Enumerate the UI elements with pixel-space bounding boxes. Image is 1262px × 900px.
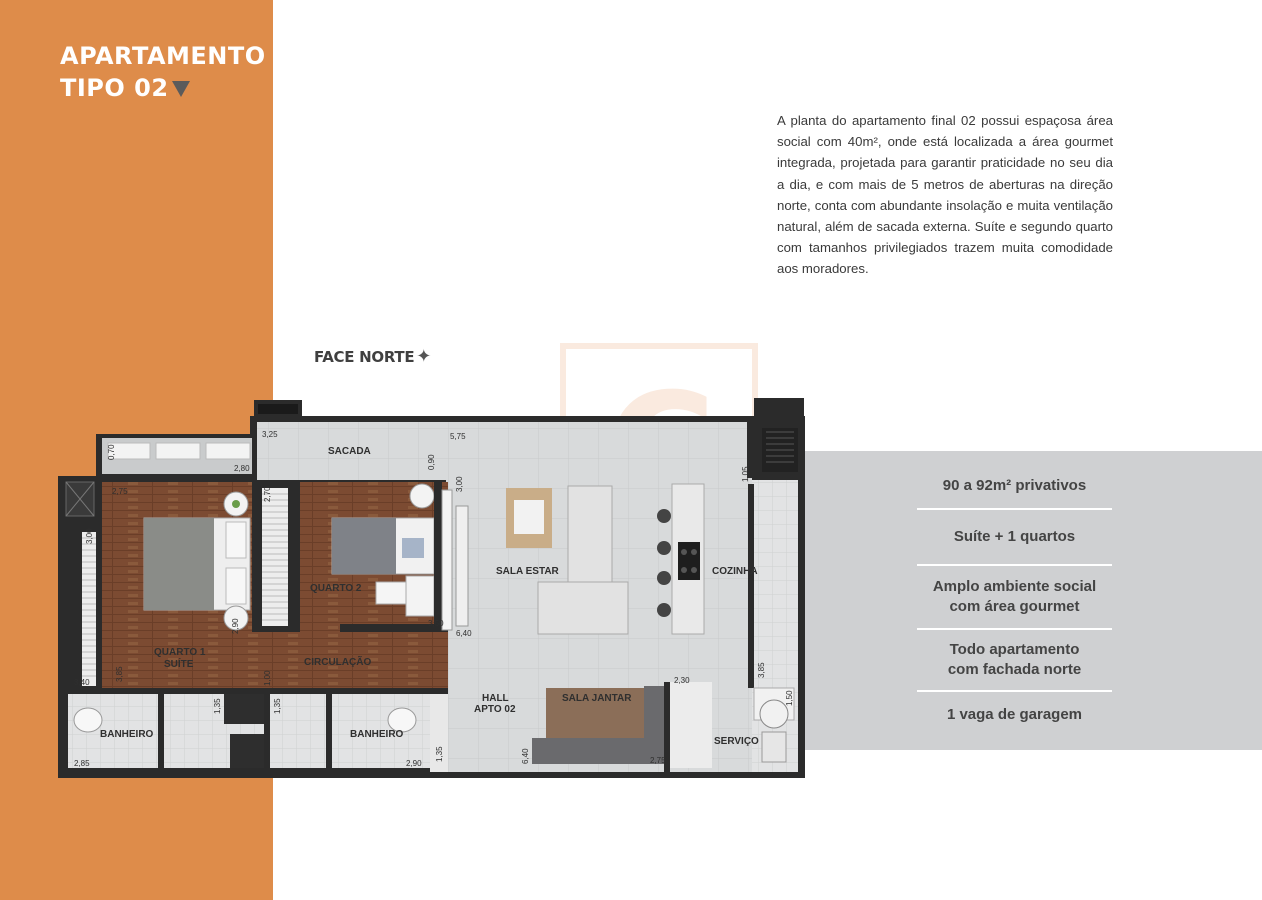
dim-label: 0,70: [107, 444, 116, 460]
dim-label: 2,30: [674, 676, 690, 685]
dim-label: 3,00: [85, 528, 94, 544]
feature-item: [917, 510, 1112, 566]
dim-label: 2,70: [263, 486, 272, 502]
dim-label: 1,00: [263, 670, 272, 686]
dim-label: 1,05: [741, 466, 750, 482]
dim-label: 6,40: [521, 748, 530, 764]
description-text: A planta do apartamento final 02 possui espaçosa área social com 40m², onde está localizada a área gourmet integrada, projetada para garantir praticidade no seu dia a dia, e com mais de 5 metros de aberturas na direção norte, conta com abundante insolação e muita ventilação natural, além de sacada externa. Suíte e segundo quarto com tamanhos privilegiados trazem muita comodidade aos moradores.: [777, 113, 1113, 277]
dim-label: 3,40: [74, 678, 90, 687]
triangle-down-icon: [172, 81, 190, 97]
dim-label: 3,85: [757, 662, 766, 678]
feature-item: [917, 566, 1112, 630]
feature-line: Todo apartamento: [949, 641, 1080, 658]
dim-label: 2,75: [112, 487, 128, 496]
room-label-circulacao: CIRCULAÇÃO: [304, 657, 372, 668]
dim-label: 3,00: [455, 476, 464, 492]
face-norte-label: [314, 346, 431, 367]
feature-line: com área gourmet: [949, 598, 1080, 615]
dim-label: 2,90: [231, 618, 240, 634]
feature-list: [917, 463, 1112, 738]
room-label-banheiro2: BANHEIRO: [350, 729, 404, 740]
floor-plan: [58, 398, 805, 778]
dim-label: 1,35: [273, 698, 282, 714]
feature-item: [917, 630, 1112, 692]
dim-label: 2,75: [650, 756, 666, 765]
dim-label: 6,40: [456, 629, 472, 638]
feature-line: com fachada norte: [947, 661, 1082, 678]
compass-star-icon: ✦: [416, 346, 432, 367]
dim-label: 3,85: [115, 666, 124, 682]
floor-plan-drawing: [58, 398, 805, 778]
room-label-quarto2: QUARTO 2: [310, 583, 362, 594]
room-label-banheiro1: BANHEIRO: [100, 729, 154, 740]
room-label-cozinha: COZINHA: [712, 566, 758, 577]
dim-label: 2,85: [74, 759, 90, 768]
dim-label: 2,80: [234, 464, 250, 473]
feature-line: 1 vaga de garagem: [946, 706, 1083, 723]
room-label-sala-estar: SALA ESTAR: [496, 566, 559, 577]
dim-label: 1,35: [213, 698, 222, 714]
room-label-servico: SERVIÇO: [714, 736, 759, 747]
room-label-suite: SUÍTE: [164, 659, 194, 670]
dim-label: 3,25: [262, 430, 278, 439]
feature-item: [917, 692, 1112, 738]
dim-label: 0,90: [427, 454, 436, 470]
feature-line: Suíte + 1 quartos: [953, 528, 1076, 545]
page-title: [60, 40, 266, 104]
face-norte-text: FACE NORTE: [314, 348, 415, 366]
title-line-1: APARTAMENTO: [60, 42, 266, 70]
dim-label: 2,90: [406, 759, 422, 768]
title-line-2-text: TIPO 02: [60, 74, 169, 102]
dim-label: 1,50: [785, 690, 794, 706]
title-line-2: [60, 72, 266, 104]
feature-line: Amplo ambiente social: [932, 578, 1097, 595]
dim-label: 5,75: [450, 432, 466, 441]
room-label-apto: APTO 02: [474, 704, 516, 715]
room-label-sacada: SACADA: [328, 446, 371, 457]
room-label-hall: HALL: [482, 693, 509, 704]
feature-panel: [804, 451, 1262, 750]
dim-label: 1,35: [435, 746, 444, 762]
dim-label: 3,50: [428, 619, 444, 628]
room-label-sala-jantar: SALA JANTAR: [562, 693, 632, 704]
feature-item: [917, 463, 1112, 510]
feature-line: 90 a 92m² privativos: [942, 476, 1087, 494]
room-label-quarto1: QUARTO 1: [154, 647, 206, 658]
